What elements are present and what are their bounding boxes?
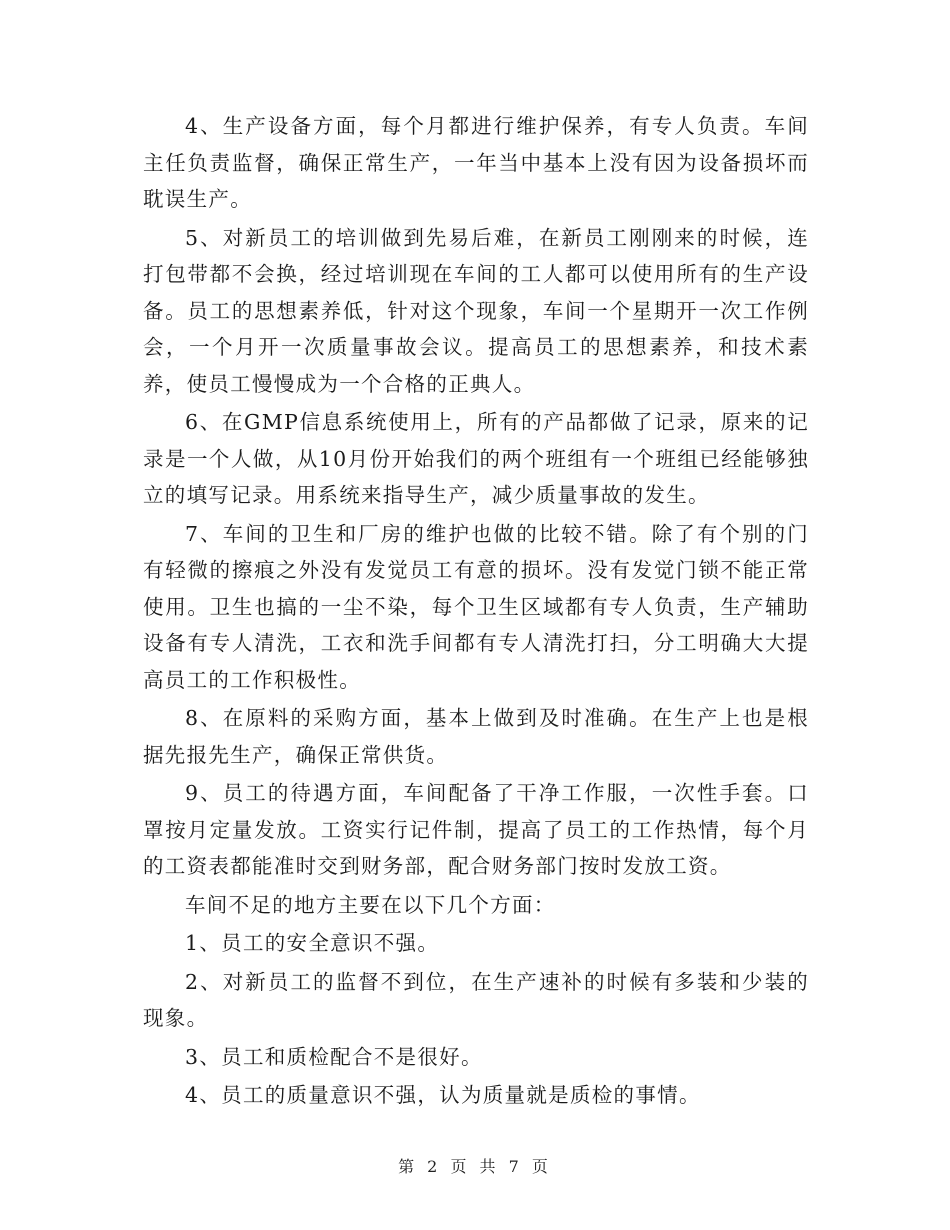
paragraph-shortcoming-qc-cooperation: 3、员工和质检配合不是很好。 xyxy=(185,1044,483,1069)
page-number-footer: 第 2 页 共 7 页 xyxy=(398,1157,552,1176)
paragraph-shortcoming-supervision: 2、对新员工的监督不到位，在生产速补的时候有多装和少装的现象。 xyxy=(143,969,809,1030)
paragraph-new-staff-training: 5、对新员工的培训做到先易后难，在新员工刚刚来的时候，连打包带都不会换，经过培训现在车间的工人都可以使用所有的生产设备。员工的思想素养低，针对这个现象，车间一个星期开一次工作例会，一个月开一次质量事故会议。提高员工的思想素养，和技术素养，使员工慢慢成为一个合格的正典人。 xyxy=(143,225,809,396)
paragraph-shortcoming-quality-awareness: 4、员工的质量意识不强，认为质量就是质检的事情。 xyxy=(185,1083,701,1107)
document-body xyxy=(143,108,809,1114)
paragraph-gmp-system: 6、在GMP信息系统使用上，所有的产品都做了记录，原来的记录是一个人做，从10月份开始我们的两个班组有一个班组已经能够独立的填写记录。用系统来指导生产，减少质量事故的发生。 xyxy=(143,410,809,507)
paragraph-staff-benefits: 9、员工的待遇方面，车间配备了干净工作服，一次性手套。口罩按月定量发放。工资实行记件制，提高了员工的工作热情，每个月的工资表都能准时交到财务部，配合财务部门按时发放工资。 xyxy=(143,781,809,878)
paragraph-equipment-maintenance: 4、生产设备方面，每个月都进行维护保养，有专人负责。车间主任负责监督，确保正常生产，一年当中基本上没有因为设备损坏而耽误生产。 xyxy=(143,114,809,211)
paragraph-hygiene-maintenance: 7、车间的卫生和厂房的维护也做的比较不错。除了有个别的门有轻微的擦痕之外没有发觉员工有意的损坏。没有发觉门锁不能正常使用。卫生也搞的一尘不染，每个卫生区域都有专人负责，生产辅助设备有专人清洗，工衣和洗手间都有专人清洗打扫，分工明确大大提高员工的工作积极性。 xyxy=(143,521,809,692)
paragraph-material-procurement: 8、在原料的采购方面，基本上做到及时准确。在生产上也是根据先报先生产，确保正常供货。 xyxy=(143,706,809,767)
paragraph-shortcoming-safety: 1、员工的安全意识不强。 xyxy=(185,931,440,955)
paragraph-shortcomings-intro: 车间不足的地方主要在以下几个方面： xyxy=(185,892,556,917)
